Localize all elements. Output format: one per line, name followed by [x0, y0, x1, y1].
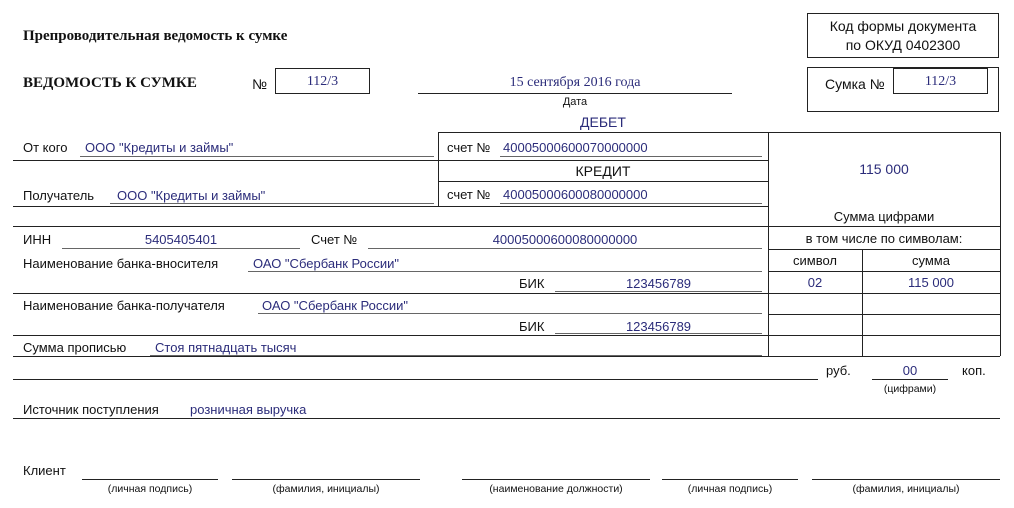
debit-label: ДЕБЕТ [580, 114, 626, 130]
bik1-value[interactable]: 123456789 [625, 276, 692, 291]
bik2-value[interactable]: 123456789 [625, 319, 692, 334]
grid-line [1000, 132, 1001, 356]
account2-label: Счет № [311, 232, 358, 247]
signature-line[interactable] [232, 479, 420, 480]
bank-depositor-underline [248, 271, 762, 272]
from-account-value[interactable]: 40005000600070000000 [503, 140, 648, 155]
okud-line-2: по ОКУД 0402300 [845, 37, 961, 53]
amount-caption: Сумма цифрами [833, 209, 935, 224]
from-value[interactable]: ООО "Кредиты и займы" [85, 140, 234, 155]
grid-line [768, 314, 1000, 315]
source-label: Источник поступления [23, 402, 159, 417]
sum-words-value[interactable]: Стоя пятнадцать тысяч [155, 340, 297, 355]
source-value[interactable]: розничная выручка [190, 402, 307, 417]
date-value[interactable]: 15 сентября 2016 года [509, 75, 641, 90]
recipient-label: Получатель [23, 188, 95, 203]
account2-underline [368, 248, 762, 249]
symbols-caption: в том числе по символам: [805, 231, 963, 246]
grid-line [438, 181, 768, 182]
from-account-underline [500, 156, 762, 157]
sum-words-label: Сумма прописью [23, 340, 127, 355]
sum-words-underline [150, 355, 762, 356]
signature-line[interactable] [462, 479, 650, 480]
kop-value[interactable]: 00 [902, 363, 918, 378]
bik1-underline [555, 291, 762, 292]
bik1-label: БИК [519, 276, 545, 291]
signature-line[interactable] [662, 479, 798, 480]
position-name-caption: (наименование должности) [489, 483, 623, 495]
amount-value: 115 000 [859, 161, 909, 177]
symbol-cell: 02 [807, 275, 823, 290]
grid-line [768, 249, 1000, 250]
okud-line-1: Код формы документа [829, 18, 977, 34]
date-caption: Дата [562, 96, 588, 108]
name-initials-caption-1: (фамилия, инициалы) [272, 483, 380, 495]
number-sign: № [252, 76, 268, 92]
bag-label: Сумка № [825, 76, 885, 92]
date-underline [418, 93, 732, 94]
grid-line [13, 206, 768, 207]
sum-cell: 115 000 [907, 275, 955, 290]
kop-underline [872, 379, 948, 380]
personal-sign-caption-1: (личная подпись) [107, 483, 193, 495]
client-label: Клиент [23, 463, 66, 478]
bank-depositor-label: Наименование банка-вносителя [23, 256, 219, 271]
recipient-underline [110, 203, 434, 204]
recipient-account-value[interactable]: 40005000600080000000 [503, 187, 648, 202]
number-value: 112/3 [306, 74, 339, 89]
bank-recipient-value[interactable]: ОАО "Сбербанк России" [262, 298, 409, 313]
credit-label: КРЕДИТ [575, 163, 631, 179]
kop-label: коп. [962, 363, 986, 378]
bank-depositor-value[interactable]: ОАО "Сбербанк России" [253, 256, 400, 271]
from-underline [80, 156, 434, 157]
bank-recipient-label: Наименование банка-получателя [23, 298, 225, 313]
grid-line [13, 356, 1000, 357]
form-subtitle: ВЕДОМОСТЬ К СУМКЕ [23, 75, 197, 91]
inn-value[interactable]: 5405405401 [144, 232, 218, 247]
signature-line[interactable] [812, 479, 1000, 480]
account2-value[interactable]: 40005000600080000000 [492, 232, 638, 247]
rub-label: руб. [826, 363, 851, 378]
symbol-col-header: символ [793, 253, 837, 268]
sum-col-header: сумма [912, 253, 950, 268]
from-label: От кого [23, 140, 68, 155]
digits-caption: (цифрами) [883, 383, 937, 395]
bik2-label: БИК [519, 319, 545, 334]
signature-line[interactable] [82, 479, 218, 480]
inn-underline [62, 248, 300, 249]
sum-words-continuation-line [13, 379, 818, 380]
grid-line [13, 160, 768, 161]
grid-line [438, 132, 1000, 133]
grid-line [13, 293, 1000, 294]
recipient-value[interactable]: ООО "Кредиты и займы" [117, 188, 266, 203]
inn-label: ИНН [23, 232, 52, 247]
from-account-label: счет № [447, 140, 491, 155]
bik2-underline [555, 333, 762, 334]
recipient-account-underline [500, 203, 762, 204]
name-initials-caption-2: (фамилия, инициалы) [852, 483, 960, 495]
personal-sign-caption-2: (личная подпись) [687, 483, 773, 495]
grid-line [768, 271, 1000, 272]
grid-line [13, 226, 1000, 227]
bag-value: 112/3 [924, 74, 957, 89]
form-title: Препроводительная ведомость к сумке [23, 28, 288, 44]
source-underline [13, 418, 1000, 419]
grid-line [13, 335, 1000, 336]
recipient-account-label: счет № [447, 187, 491, 202]
bank-recipient-underline [258, 313, 762, 314]
